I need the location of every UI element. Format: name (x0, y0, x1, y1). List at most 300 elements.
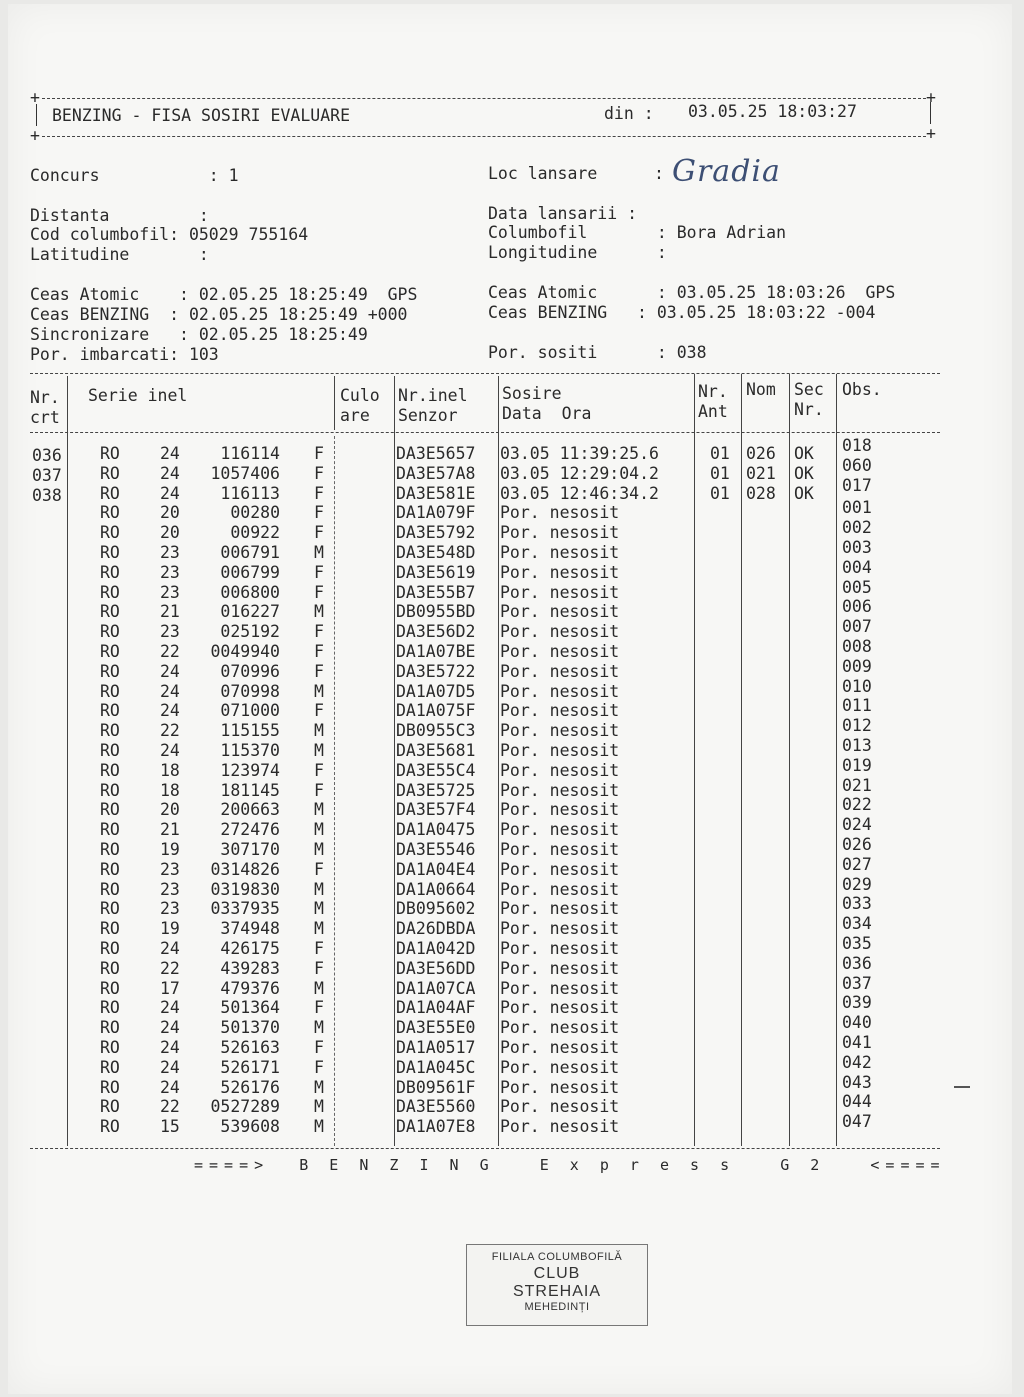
ceas-benzing-end: Ceas BENZING : 03.05.25 18:03:22 -004 (488, 303, 876, 322)
row-senzor: DA3E5792 (396, 523, 476, 543)
row-obs: 024 (842, 815, 872, 835)
row-year: 24 (160, 444, 180, 463)
row-sosire: Por. nesosit (500, 1057, 620, 1077)
row-senzor: DA1A0664 (396, 879, 476, 899)
row-senzor: DA3E56DD (396, 958, 476, 978)
report-datetime: 03.05.25 18:03:27 (688, 102, 857, 121)
row-year: 23 (160, 543, 180, 562)
row-country: RO (100, 661, 120, 681)
row-nom: 026 (746, 444, 776, 463)
row-country: RO (100, 741, 120, 760)
row-obs: 033 (842, 894, 872, 914)
row-country: RO (100, 1097, 120, 1117)
row-sex: M (314, 879, 324, 899)
hdr-data-ora: Data Ora (502, 404, 592, 423)
row-ring-number: 439283 (220, 958, 280, 978)
row-senzor: DA3E5619 (396, 562, 476, 582)
row-senzor: DA3E57F4 (396, 800, 476, 820)
row-sex: F (314, 998, 324, 1018)
row-ring-number: 200663 (220, 800, 280, 820)
header-right-bar (930, 102, 931, 124)
row-year: 23 (160, 859, 180, 879)
row-senzor: DA3E5560 (396, 1097, 476, 1117)
row-sosire: Por. nesosit (500, 681, 620, 701)
row-obs: 005 (842, 577, 872, 597)
row-year: 22 (160, 721, 180, 741)
col-sep-serie-hdr (334, 376, 335, 430)
row-sex: F (314, 939, 324, 958)
row-country: RO (100, 899, 120, 919)
row-senzor: DA1A042D (396, 939, 476, 958)
row-obs: 008 (842, 637, 872, 656)
row-obs: 003 (842, 538, 872, 557)
row-senzor: DA1A07E8 (396, 1117, 476, 1137)
row-year: 22 (160, 1097, 180, 1117)
row-obs: 036 (842, 953, 872, 973)
row-ring-number: 006799 (220, 562, 280, 582)
row-obs: 021 (842, 775, 872, 795)
latitudine-line: Latitudine : (30, 245, 209, 264)
stamp-line-4: MEHEDINȚI (524, 1301, 590, 1313)
row-senzor: DA3E581E (396, 483, 476, 503)
row-sex: F (314, 483, 324, 503)
hdr-serie-inel: Serie inel (88, 386, 188, 405)
row-sex: F (314, 503, 324, 523)
row-senzor: DA3E55B7 (396, 582, 476, 602)
row-obs: 018 (842, 436, 872, 455)
row-sex: F (314, 859, 324, 879)
row-year: 24 (160, 1077, 180, 1097)
row-senzor: DA3E5722 (396, 661, 476, 681)
data-lansarii-line: Data lansarii : (488, 204, 638, 223)
row-ring-number: 115155 (220, 721, 280, 741)
row-sex: F (314, 642, 324, 661)
row-sosire: Por. nesosit (500, 840, 620, 859)
row-ring-number: 016227 (220, 602, 280, 622)
row-obs: 002 (842, 518, 872, 538)
row-obs: 029 (842, 874, 872, 894)
row-sex: M (314, 919, 324, 939)
row-sex: F (314, 444, 324, 463)
row-sosire: Por. nesosit (500, 879, 620, 899)
row-country: RO (100, 780, 120, 800)
row-sosire: Por. nesosit (500, 661, 620, 681)
row-ring-number: 526176 (220, 1077, 280, 1097)
row-country: RO (100, 701, 120, 721)
header-corner-tl: + (30, 88, 40, 107)
row-sex: M (314, 1117, 324, 1137)
row-sex: M (314, 1077, 324, 1097)
hdr-nr-ant-1: Nr. (698, 382, 728, 401)
row-country: RO (100, 1057, 120, 1077)
row-senzor: DA3E5546 (396, 840, 476, 859)
row-ring-number: 0527289 (210, 1097, 280, 1117)
row-year: 20 (160, 503, 180, 523)
row-year: 22 (160, 958, 180, 978)
hdr-obs: Obs. (842, 380, 882, 399)
row-senzor: DB095602 (396, 899, 476, 919)
row-ring-number: 272476 (220, 820, 280, 840)
row-country: RO (100, 543, 120, 562)
row-sosire: Por. nesosit (500, 503, 620, 523)
row-sosire: Por. nesosit (500, 1117, 620, 1137)
row-ring-number: 00280 (230, 503, 280, 523)
row-sosire: 03.05 12:46:34.2 (500, 483, 659, 503)
row-year: 24 (160, 661, 180, 681)
row-obs: 013 (842, 736, 872, 755)
ceas-benzing-start: Ceas BENZING : 02.05.25 18:25:49 +000 (30, 305, 408, 324)
row-sosire: Por. nesosit (500, 721, 620, 741)
row-ring-number: 0314826 (210, 859, 280, 879)
row-sosire: Por. nesosit (500, 741, 620, 760)
row-country: RO (100, 622, 120, 642)
stamp-line-1: FILIALA COLUMBOFILĂ (491, 1251, 623, 1263)
row-ring-number: 479376 (220, 978, 280, 998)
row-obs: 011 (842, 696, 872, 716)
row-country: RO (100, 503, 120, 523)
row-country: RO (100, 562, 120, 582)
row-country: RO (100, 958, 120, 978)
stamp-line-3: STREHAIA (512, 1283, 601, 1300)
ceas-atomic-start: Ceas Atomic : 02.05.25 18:25:49 GPS (30, 285, 418, 304)
header-corner-bl: + (30, 126, 40, 145)
row-sosire: Por. nesosit (500, 760, 620, 780)
row-sex: F (314, 582, 324, 602)
row-obs: 012 (842, 716, 872, 736)
row-country: RO (100, 463, 120, 483)
header-left-bar (36, 104, 37, 126)
row-obs: 027 (842, 854, 872, 874)
row-senzor: DA1A04E4 (396, 859, 476, 879)
row-country: RO (100, 523, 120, 543)
row-year: 20 (160, 800, 180, 820)
row-nr-ant: 01 (710, 444, 730, 463)
row-country: RO (100, 978, 120, 998)
row-senzor: DA3E548D (396, 543, 476, 562)
row-country: RO (100, 939, 120, 958)
row-country: RO (100, 483, 120, 503)
row-obs: 006 (842, 597, 872, 617)
row-senzor: DA1A0475 (396, 820, 476, 840)
table-header-bottom-border (30, 432, 940, 433)
row-ring-number: 006800 (220, 582, 280, 602)
row-senzor: DA1A075F (396, 701, 476, 721)
document-page (8, 4, 1012, 1394)
row-sosire: Por. nesosit (500, 642, 620, 661)
hdr-crt: crt (30, 408, 60, 427)
concurs-line: Concurs : 1 (30, 166, 239, 185)
row-sosire: Por. nesosit (500, 1038, 620, 1057)
hdr-sosire: Sosire (502, 384, 562, 403)
table-top-border (30, 373, 940, 374)
row-sex: M (314, 543, 324, 562)
row-sex: F (314, 1038, 324, 1057)
row-senzor: DB09561F (396, 1077, 476, 1097)
row-sex: F (314, 562, 324, 582)
row-country: RO (100, 859, 120, 879)
hdr-are: are (340, 406, 370, 425)
row-ring-number: 426175 (220, 939, 280, 958)
row-year: 21 (160, 602, 180, 622)
longitudine-line: Longitudine : (488, 243, 667, 262)
row-senzor: DA3E55E0 (396, 1018, 476, 1038)
row-country: RO (100, 998, 120, 1018)
row-senzor: DB0955BD (396, 602, 476, 622)
row-obs: 004 (842, 557, 872, 577)
row-ring-number: 374948 (220, 919, 280, 939)
row-obs: 044 (842, 1092, 872, 1112)
row-sex: F (314, 661, 324, 681)
stamp-line-2: CLUB (533, 1265, 581, 1282)
cod-columbofil-line: Cod columbofil: 05029 755164 (30, 225, 309, 244)
row-sex: F (314, 463, 324, 483)
loc-lansare-colon: : (654, 164, 664, 183)
table-bottom-border (30, 1148, 940, 1149)
row-obs: 022 (842, 795, 872, 815)
row-obs: 040 (842, 1013, 872, 1033)
row-senzor: DB0955C3 (396, 721, 476, 741)
row-country: RO (100, 840, 120, 859)
row-ring-number: 116114 (220, 444, 280, 463)
row-sex: M (314, 602, 324, 622)
row-year: 24 (160, 939, 180, 958)
row-senzor: DA3E5725 (396, 780, 476, 800)
row-sosire: Por. nesosit (500, 998, 620, 1018)
row-ring-number: 526171 (220, 1057, 280, 1077)
row-country: RO (100, 681, 120, 701)
row-year: 23 (160, 562, 180, 582)
row-obs: 010 (842, 676, 872, 696)
sincronizare-line: Sincronizare : 02.05.25 18:25:49 (30, 325, 368, 344)
row-ring-number: 116113 (220, 483, 280, 503)
hdr-sec-1: Sec (794, 380, 824, 399)
row-year: 24 (160, 701, 180, 721)
row-obs: 001 (842, 498, 872, 518)
hdr-senzor: Senzor (398, 406, 458, 425)
row-country: RO (100, 879, 120, 899)
row-year: 24 (160, 998, 180, 1018)
row-country: RO (100, 444, 120, 463)
row-ring-number: 0337935 (210, 899, 280, 919)
row-nr: 037 (32, 465, 62, 485)
row-senzor: DA1A07CA (396, 978, 476, 998)
row-sex: F (314, 958, 324, 978)
row-country: RO (100, 602, 120, 622)
row-ring-number: 501364 (220, 998, 280, 1018)
row-sec-nr: OK (794, 463, 814, 483)
row-sex: M (314, 681, 324, 701)
row-sec-nr: OK (794, 483, 814, 503)
row-ring-number: 501370 (220, 1018, 280, 1038)
row-country: RO (100, 1117, 120, 1137)
row-year: 23 (160, 899, 180, 919)
row-year: 24 (160, 483, 180, 503)
hdr-culo: Culo (340, 386, 380, 405)
row-ring-number: 307170 (220, 840, 280, 859)
row-senzor: DA1A07BE (396, 642, 476, 661)
row-obs: 041 (842, 1033, 872, 1052)
row-sex: F (314, 701, 324, 721)
hdr-nr-ant-2: Ant (698, 402, 728, 421)
din-label: din : (604, 104, 654, 123)
row-sosire: Por. nesosit (500, 701, 620, 721)
row-obs: 035 (842, 934, 872, 953)
row-sex: M (314, 978, 324, 998)
row-obs: 026 (842, 835, 872, 854)
row-sosire: Por. nesosit (500, 602, 620, 622)
row-country: RO (100, 642, 120, 661)
header-corner-br: + (926, 124, 936, 143)
row-sosire: Por. nesosit (500, 780, 620, 800)
row-obs: 037 (842, 973, 872, 993)
row-sosire: Por. nesosit (500, 978, 620, 998)
row-ring-number: 181145 (220, 780, 280, 800)
row-nr: 036 (32, 446, 62, 465)
row-country: RO (100, 1077, 120, 1097)
row-obs: 007 (842, 617, 872, 637)
row-year: 17 (160, 978, 180, 998)
row-year: 19 (160, 919, 180, 939)
row-year: 24 (160, 681, 180, 701)
row-sex: F (314, 1057, 324, 1077)
footer-benzing-express: ====> B E N Z I N G E x p r e s s G 2 <==== (194, 1156, 946, 1174)
row-obs: 042 (842, 1052, 872, 1072)
row-ring-number: 1057406 (210, 463, 280, 483)
row-year: 24 (160, 463, 180, 483)
row-ring-number: 526163 (220, 1038, 280, 1057)
row-obs: 060 (842, 455, 872, 475)
header-bottom-border (42, 136, 926, 137)
row-country: RO (100, 582, 120, 602)
row-ring-number: 00922 (230, 523, 280, 543)
row-sosire: Por. nesosit (500, 622, 620, 642)
row-senzor: DA1A07D5 (396, 681, 476, 701)
row-sex: M (314, 721, 324, 741)
row-year: 24 (160, 1038, 180, 1057)
row-year: 20 (160, 523, 180, 543)
row-sosire: Por. nesosit (500, 1077, 620, 1097)
row-sosire: Por. nesosit (500, 582, 620, 602)
row-sosire: Por. nesosit (500, 1097, 620, 1117)
row-obs: 039 (842, 993, 872, 1013)
row-sosire: Por. nesosit (500, 939, 620, 958)
row-ring-number: 025192 (220, 622, 280, 642)
row-ring-number: 123974 (220, 760, 280, 780)
row-year: 23 (160, 622, 180, 642)
row-year: 21 (160, 820, 180, 840)
distanta-line: Distanta : (30, 206, 209, 225)
row-year: 22 (160, 642, 180, 661)
row-year: 19 (160, 840, 180, 859)
row-ring-number: 0319830 (210, 879, 280, 899)
row-sex: M (314, 840, 324, 859)
row-sosire: 03.05 11:39:25.6 (500, 444, 659, 463)
row-year: 23 (160, 879, 180, 899)
header-top-border (42, 98, 926, 99)
row-sosire: Por. nesosit (500, 899, 620, 919)
row-sex: M (314, 1097, 324, 1117)
row-sosire: Por. nesosit (500, 523, 620, 543)
row-sosire: Por. nesosit (500, 958, 620, 978)
row-senzor: DA1A04AF (396, 998, 476, 1018)
row-obs: 017 (842, 475, 872, 495)
row-sex: M (314, 820, 324, 840)
row-country: RO (100, 800, 120, 820)
row-country: RO (100, 760, 120, 780)
row-senzor: DA26DBDA (396, 919, 476, 939)
row-country: RO (100, 919, 120, 939)
row-sex: F (314, 523, 324, 543)
hdr-nom: Nom (746, 380, 776, 399)
row-nom: 028 (746, 483, 776, 503)
row-obs: 019 (842, 755, 872, 775)
row-senzor: DA3E57A8 (396, 463, 476, 483)
row-senzor: DA1A045C (396, 1057, 476, 1077)
row-senzor: DA3E5657 (396, 444, 476, 463)
table-row (8, 1112, 1012, 1137)
row-sosire: Por. nesosit (500, 562, 620, 582)
row-sosire: Por. nesosit (500, 859, 620, 879)
row-sex: F (314, 622, 324, 642)
row-sosire: Por. nesosit (500, 543, 620, 562)
row-sosire: Por. nesosit (500, 1018, 620, 1038)
row-senzor: DA1A0517 (396, 1038, 476, 1057)
row-senzor: DA3E55C4 (396, 760, 476, 780)
row-country: RO (100, 721, 120, 741)
report-title: BENZING - FISA SOSIRI EVALUARE (52, 106, 351, 125)
row-senzor: DA1A079F (396, 503, 476, 523)
row-year: 18 (160, 760, 180, 780)
loc-lansare-label: Loc lansare (488, 164, 598, 183)
row-sosire: Por. nesosit (500, 800, 620, 820)
row-obs: 009 (842, 656, 872, 676)
scan-mark (954, 1086, 970, 1088)
row-ring-number: 070996 (220, 661, 280, 681)
header-corner-tr: + (926, 88, 936, 107)
row-ring-number: 071000 (220, 701, 280, 721)
row-year: 24 (160, 1057, 180, 1077)
row-obs: 043 (842, 1072, 872, 1092)
hdr-nr: Nr. (30, 388, 60, 407)
row-sosire: 03.05 12:29:04.2 (500, 463, 659, 483)
por-imbarcati-line: Por. imbarcati: 103 (30, 345, 219, 364)
row-year: 24 (160, 1018, 180, 1038)
hdr-sec-2: Nr. (794, 400, 824, 419)
row-sex: M (314, 800, 324, 820)
row-sosire: Por. nesosit (500, 919, 620, 939)
row-ring-number: 539608 (220, 1117, 280, 1137)
row-nom: 021 (746, 463, 776, 483)
row-obs: 034 (842, 914, 872, 934)
row-sosire: Por. nesosit (500, 820, 620, 840)
row-sex: M (314, 741, 324, 760)
row-obs: 047 (842, 1112, 872, 1132)
club-stamp (466, 1244, 648, 1326)
columbofil-line: Columbofil : Bora Adrian (488, 223, 787, 242)
row-nr: 038 (32, 485, 62, 505)
row-sex: M (314, 1018, 324, 1038)
row-ring-number: 070998 (220, 681, 280, 701)
row-sex: F (314, 760, 324, 780)
row-year: 24 (160, 741, 180, 760)
row-country: RO (100, 1038, 120, 1057)
loc-lansare-handwritten: Gradia (672, 154, 781, 189)
row-ring-number: 006791 (220, 543, 280, 562)
row-year: 18 (160, 780, 180, 800)
row-ring-number: 0049940 (210, 642, 280, 661)
hdr-nr-inel: Nr.inel (398, 386, 468, 405)
row-ring-number: 115370 (220, 741, 280, 760)
